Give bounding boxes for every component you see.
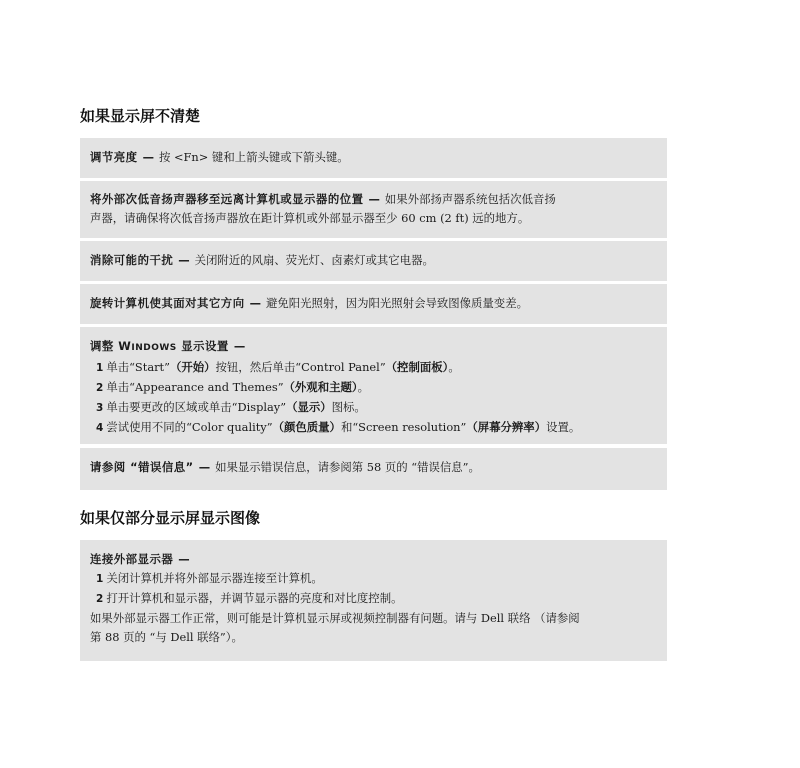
step-item: 2 打开计算机和显示器，并调节显示器的亮度和对比度控制。	[96, 591, 403, 605]
step-item: 1 关闭计算机并将外部显示器连接至计算机。	[96, 571, 323, 585]
step-item: 2 单击“Appearance and Themes”（外观和主题）。	[96, 380, 369, 394]
em-dash: —	[368, 192, 380, 206]
em-dash: —	[178, 552, 190, 566]
em-dash: —	[142, 150, 154, 164]
tip-text-continued: 声器，请确保将次低音扬声器放在距计算机或外部显示器至少 60 cm (2 ft) 远的地方。	[90, 211, 530, 225]
note-text: 如果外部显示器工作正常，则可能是计算机显示屏或视频控制器有问题。请与 Dell 联络 （请参阅	[90, 611, 580, 625]
tip-label: 调节亮度	[90, 150, 138, 164]
tip-adjust-brightness	[80, 138, 667, 178]
tip-move-subwoofer	[80, 181, 667, 238]
tip-eliminate-interference	[80, 241, 667, 281]
em-dash: —	[178, 253, 190, 267]
tip-label: 旋转计算机使其面对其它方向	[90, 296, 245, 310]
tip-label: 调整 WINDOWS 显示设置	[90, 339, 229, 353]
tip-text: 如果显示错误信息，请参阅第 58 页的 “错误信息”。	[215, 460, 480, 474]
tip-text: 按 <Fn> 键和上箭头键或下箭头键。	[158, 150, 349, 164]
step-item: 4 尝试使用不同的“Color quality”（颜色质量）和“Screen resolution”（屏幕分辨率）设置。	[96, 420, 581, 434]
em-dash: —	[249, 296, 261, 310]
section-title-unclear-display: 如果显示屏不清楚	[80, 107, 201, 125]
step-item: 1 单击“Start”（开始）按钮，然后单击“Control Panel”（控制面板）。	[96, 360, 460, 374]
tip-text: 关闭附近的风扇、荧光灯、卤素灯或其它电器。	[194, 253, 434, 267]
tip-label: 将外部次低音扬声器移至远离计算机或显示器的位置	[90, 192, 364, 206]
step-item: 3 单击要更改的区域或单击“Display”（显示）图标。	[96, 400, 366, 414]
tip-label: 连接外部显示器	[90, 552, 174, 566]
tip-connect-external-monitor	[80, 540, 667, 661]
tip-label: 请参阅 “错误信息”	[90, 460, 194, 474]
tip-rotate-computer	[80, 284, 667, 324]
em-dash: —	[233, 339, 246, 353]
tip-windows-display-settings	[80, 327, 667, 444]
section-title-partial-display: 如果仅部分显示屏显示图像	[80, 509, 261, 527]
tip-text: 如果外部扬声器系统包括次低音扬	[384, 192, 556, 206]
tip-see-error-messages	[80, 448, 667, 490]
em-dash: —	[198, 460, 211, 474]
note-text-continued: 第 88 页的 “与 Dell 联络”）。	[90, 630, 243, 644]
tip-label: 消除可能的干扰	[90, 253, 174, 267]
tip-text: 避免阳光照射，因为阳光照射会导致图像质量变差。	[265, 296, 528, 310]
